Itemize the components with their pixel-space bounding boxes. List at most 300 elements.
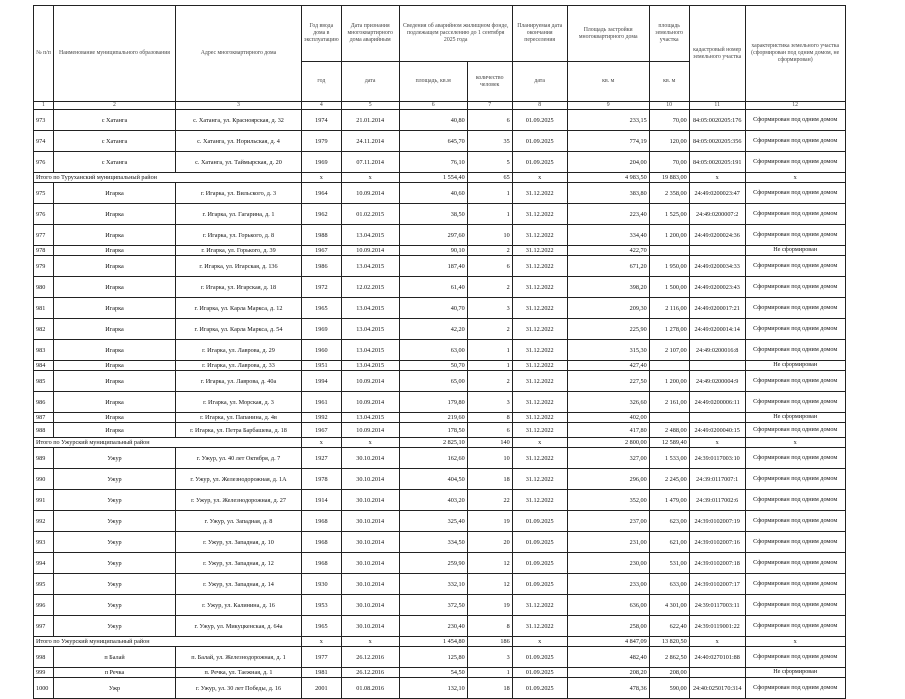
row-area: 50,70 <box>399 361 467 371</box>
total-building-area: 4 847,09 <box>567 637 649 647</box>
total-cadastral: х <box>689 173 745 183</box>
row-date: 01.08.2016 <box>341 678 399 699</box>
total-building-area: 2 800,00 <box>567 438 649 448</box>
row-address: п. Балай, ул. Железнодорожная, д. 1 <box>176 647 302 668</box>
row-land-area: 1 950,00 <box>649 256 689 277</box>
row-land-area: 2 245,00 <box>649 469 689 490</box>
row-date: 10.09.2014 <box>341 183 399 204</box>
row-number: 979 <box>34 256 54 277</box>
col-num: 3 <box>176 102 302 110</box>
row-building-area: 482,40 <box>567 647 649 668</box>
row-municipality: Ужур <box>54 532 176 553</box>
row-people: 22 <box>467 490 512 511</box>
row-date: 30.10.2014 <box>341 595 399 616</box>
total-area: 1 454,80 <box>399 637 467 647</box>
row-people: 12 <box>467 553 512 574</box>
row-end-date: 31.12.2022 <box>512 319 567 340</box>
row-number: 981 <box>34 298 54 319</box>
row-address: г. Ужур, ул. Железнодорожная, д. 1А <box>176 469 302 490</box>
row-date: 13.04.2015 <box>341 340 399 361</box>
row-characteristic: Не сформирован <box>745 246 845 256</box>
total-building-area: 4 983,50 <box>567 173 649 183</box>
row-municipality: с Хатанга <box>54 110 176 131</box>
row-municipality: Ужр <box>54 678 176 699</box>
row-address: г. Игарка, ул. Карла Маркса, д. 12 <box>176 298 302 319</box>
row-date: 24.11.2014 <box>341 131 399 152</box>
row-address: г. Игарка, ул. Карла Маркса, д. 54 <box>176 319 302 340</box>
col-num: 1 <box>34 102 54 110</box>
row-date: 12.02.2015 <box>341 277 399 298</box>
row-address: г. Игарка, ул. Лаврова, д. 29 <box>176 340 302 361</box>
row-people: 1 <box>467 340 512 361</box>
row-people: 18 <box>467 678 512 699</box>
row-year: 1977 <box>302 647 342 668</box>
row-date: 30.10.2014 <box>341 469 399 490</box>
row-date: 13.04.2015 <box>341 361 399 371</box>
row-date: 10.09.2014 <box>341 423 399 438</box>
total-row <box>34 438 846 448</box>
row-characteristic: Не сформирован <box>745 413 845 423</box>
table-body <box>34 6 846 699</box>
row-end-date: 31.12.2022 <box>512 361 567 371</box>
row-year: 1968 <box>302 511 342 532</box>
row-building-area: 225,90 <box>567 319 649 340</box>
table-row <box>34 511 846 532</box>
row-municipality: Ужур <box>54 490 176 511</box>
row-municipality: Игарка <box>54 319 176 340</box>
table-row <box>34 204 846 225</box>
table-row <box>34 647 846 668</box>
row-number: 976 <box>34 152 54 173</box>
row-cadastral: 84:05:0020205:176 <box>689 110 745 131</box>
row-end-date: 01.09.2025 <box>512 152 567 173</box>
row-people: 2 <box>467 246 512 256</box>
total-area: 1 554,40 <box>399 173 467 183</box>
row-building-area: 209,30 <box>567 298 649 319</box>
row-year: 1962 <box>302 204 342 225</box>
header-characteristic: характеристика земельного участка (сформирован под одним домом, не сформирован) <box>745 6 845 102</box>
row-end-date: 01.09.2025 <box>512 574 567 595</box>
row-people: 5 <box>467 152 512 173</box>
row-area: 132,10 <box>399 678 467 699</box>
row-address: г. Ужур, ул. Калинина, д. 16 <box>176 595 302 616</box>
row-municipality: п Балай <box>54 647 176 668</box>
row-end-date: 31.12.2022 <box>512 595 567 616</box>
row-end-date: 01.09.2025 <box>512 647 567 668</box>
row-address: с. Хатанга, ул. Красноярская, д. 32 <box>176 110 302 131</box>
row-people: 12 <box>467 574 512 595</box>
row-people: 20 <box>467 532 512 553</box>
total-end: х <box>512 173 567 183</box>
row-area: 230,40 <box>399 616 467 637</box>
total-characteristic: х <box>745 637 845 647</box>
row-number: 998 <box>34 647 54 668</box>
row-end-date: 31.12.2022 <box>512 204 567 225</box>
row-date: 30.10.2014 <box>341 490 399 511</box>
row-date: 26.12.2016 <box>341 668 399 678</box>
row-year: 1978 <box>302 469 342 490</box>
row-people: 3 <box>467 647 512 668</box>
row-people: 10 <box>467 448 512 469</box>
row-building-area: 636,00 <box>567 595 649 616</box>
row-year: 1967 <box>302 423 342 438</box>
row-area: 404,50 <box>399 469 467 490</box>
row-characteristic: Сформирован под одним домом <box>745 131 845 152</box>
row-characteristic: Сформирован под одним домом <box>745 152 845 173</box>
row-number: 987 <box>34 413 54 423</box>
row-characteristic: Сформирован под одним домом <box>745 553 845 574</box>
row-year: 1927 <box>302 448 342 469</box>
row-date: 13.04.2015 <box>341 413 399 423</box>
row-address: г. Игарка, ул. Морская, д. 3 <box>176 392 302 413</box>
row-address: г. Игарка, ул. Игарская, д. 136 <box>176 256 302 277</box>
row-people: 6 <box>467 423 512 438</box>
row-address: г. Игарка, ул. Гагарина, д. 1 <box>176 204 302 225</box>
row-characteristic: Сформирован под одним домом <box>745 595 845 616</box>
row-year: 1965 <box>302 298 342 319</box>
row-year: 1986 <box>302 256 342 277</box>
row-people: 6 <box>467 110 512 131</box>
row-people: 2 <box>467 277 512 298</box>
sub-end-date: дата <box>512 62 567 102</box>
row-year: 1967 <box>302 246 342 256</box>
row-municipality: Игарка <box>54 361 176 371</box>
row-area: 325,40 <box>399 511 467 532</box>
row-building-area: 204,00 <box>567 152 649 173</box>
table-row <box>34 490 846 511</box>
row-year: 1992 <box>302 413 342 423</box>
row-characteristic: Сформирован под одним домом <box>745 371 845 392</box>
emergency-housing-table <box>33 5 846 699</box>
row-building-area: 427,40 <box>567 361 649 371</box>
row-date: 30.10.2014 <box>341 448 399 469</box>
row-date: 07.11.2014 <box>341 152 399 173</box>
row-end-date: 31.12.2022 <box>512 183 567 204</box>
total-row <box>34 637 846 647</box>
row-building-area: 223,40 <box>567 204 649 225</box>
total-land-area: 12 589,40 <box>649 438 689 448</box>
row-characteristic: Не сформирован <box>745 668 845 678</box>
row-people: 18 <box>467 469 512 490</box>
row-area: 334,50 <box>399 532 467 553</box>
col-num: 12 <box>745 102 845 110</box>
row-end-date: 01.09.2025 <box>512 553 567 574</box>
total-cadastral: х <box>689 438 745 448</box>
table-row <box>34 371 846 392</box>
table-row <box>34 392 846 413</box>
row-land-area: 208,00 <box>649 668 689 678</box>
header-building-area: Площадь застройки многоквартирного дома <box>567 6 649 62</box>
sub-year: год <box>302 62 342 102</box>
total-characteristic: х <box>745 173 845 183</box>
row-year: 2001 <box>302 678 342 699</box>
table-row <box>34 423 846 438</box>
row-area: 372,50 <box>399 595 467 616</box>
total-people: 65 <box>467 173 512 183</box>
row-people: 6 <box>467 256 512 277</box>
row-building-area: 327,00 <box>567 448 649 469</box>
row-building-area: 233,00 <box>567 574 649 595</box>
row-characteristic: Сформирован под одним домом <box>745 511 845 532</box>
header-year: Год ввода дома в эксплуатацию <box>302 6 342 62</box>
row-characteristic: Сформирован под одним домом <box>745 225 845 246</box>
row-municipality: Игарка <box>54 225 176 246</box>
total-label: Итого по Ужурский муниципальный район <box>34 438 302 448</box>
total-people: 186 <box>467 637 512 647</box>
row-characteristic: Сформирован под одним домом <box>745 574 845 595</box>
row-land-area: 633,00 <box>649 574 689 595</box>
col-num: 7 <box>467 102 512 110</box>
row-end-date: 31.12.2022 <box>512 246 567 256</box>
row-number: 984 <box>34 361 54 371</box>
row-characteristic: Сформирован под одним домом <box>745 647 845 668</box>
row-cadastral: 24:49:0200040:15 <box>689 423 745 438</box>
table-row <box>34 110 846 131</box>
row-cadastral: 24:49:0200004:9 <box>689 371 745 392</box>
row-land-area: 120,00 <box>649 131 689 152</box>
row-land-area: 2 358,00 <box>649 183 689 204</box>
total-label: Итого по Ужурский муниципальный район <box>34 637 302 647</box>
row-end-date: 31.12.2022 <box>512 413 567 423</box>
row-number: 991 <box>34 490 54 511</box>
row-characteristic: Сформирован под одним домом <box>745 490 845 511</box>
table-row <box>34 256 846 277</box>
column-number-row <box>34 102 846 110</box>
table-row <box>34 319 846 340</box>
table-row <box>34 469 846 490</box>
row-year: 1979 <box>302 131 342 152</box>
row-date: 30.10.2014 <box>341 532 399 553</box>
row-building-area: 478,36 <box>567 678 649 699</box>
row-date: 30.10.2014 <box>341 553 399 574</box>
row-characteristic: Сформирован под одним домом <box>745 319 845 340</box>
col-num: 10 <box>649 102 689 110</box>
header-land-area: площадь земельного участка <box>649 6 689 62</box>
row-end-date: 31.12.2022 <box>512 448 567 469</box>
row-building-area: 237,00 <box>567 511 649 532</box>
total-end: х <box>512 637 567 647</box>
row-building-area: 208,20 <box>567 668 649 678</box>
row-area: 125,80 <box>399 647 467 668</box>
row-building-area: 383,80 <box>567 183 649 204</box>
row-people: 3 <box>467 392 512 413</box>
row-date: 30.10.2014 <box>341 574 399 595</box>
row-area: 38,50 <box>399 204 467 225</box>
row-address: г. Ужур, ул. 40 лет Октября, д. 7 <box>176 448 302 469</box>
row-people: 3 <box>467 298 512 319</box>
row-end-date: 31.12.2022 <box>512 340 567 361</box>
row-area: 162,60 <box>399 448 467 469</box>
row-area: 645,70 <box>399 131 467 152</box>
row-number: 974 <box>34 131 54 152</box>
row-area: 403,20 <box>399 490 467 511</box>
row-area: 259,90 <box>399 553 467 574</box>
table-row <box>34 361 846 371</box>
header-num: № п/п <box>34 6 54 102</box>
table-row <box>34 574 846 595</box>
row-number: 1000 <box>34 678 54 699</box>
row-end-date: 31.12.2022 <box>512 225 567 246</box>
row-characteristic: Сформирован под одним домом <box>745 469 845 490</box>
table-row <box>34 183 846 204</box>
row-characteristic: Сформирован под одним домом <box>745 277 845 298</box>
row-land-area: 1 500,00 <box>649 277 689 298</box>
row-cadastral: 24:39:0117007:1 <box>689 469 745 490</box>
row-date: 13.04.2015 <box>341 298 399 319</box>
row-land-area: 2 107,00 <box>649 340 689 361</box>
total-date: х <box>341 637 399 647</box>
table-row <box>34 595 846 616</box>
row-date: 10.09.2014 <box>341 392 399 413</box>
row-people: 10 <box>467 225 512 246</box>
row-municipality: Ужур <box>54 448 176 469</box>
row-characteristic: Сформирован под одним домом <box>745 448 845 469</box>
row-end-date: 31.12.2022 <box>512 256 567 277</box>
table-row <box>34 225 846 246</box>
row-number: 977 <box>34 225 54 246</box>
row-land-area: 2 488,00 <box>649 423 689 438</box>
row-people: 8 <box>467 616 512 637</box>
row-cadastral: 84:05:0020205:191 <box>689 152 745 173</box>
row-cadastral: 24:49:0200006:11 <box>689 392 745 413</box>
row-land-area: 2 161,00 <box>649 392 689 413</box>
row-land-area: 590,00 <box>649 678 689 699</box>
row-municipality: п Речка <box>54 668 176 678</box>
row-year: 1994 <box>302 371 342 392</box>
row-address: г. Игарка, ул. Игарская, д. 18 <box>176 277 302 298</box>
header-municipality: Наименование муниципального образования <box>54 6 176 102</box>
row-year: 1968 <box>302 553 342 574</box>
row-address: с. Хатанга, ул. Норильская, д. 4 <box>176 131 302 152</box>
row-building-area: 774,19 <box>567 131 649 152</box>
row-year: 1965 <box>302 616 342 637</box>
row-municipality: Игарка <box>54 340 176 361</box>
row-end-date: 31.12.2022 <box>512 616 567 637</box>
row-characteristic: Сформирован под одним домом <box>745 183 845 204</box>
row-address: г. Ужур, ул. Западная, д. 12 <box>176 553 302 574</box>
row-cadastral: 24:39:0102007:17 <box>689 574 745 595</box>
row-cadastral: 24:49:0200014:14 <box>689 319 745 340</box>
row-municipality: Ужур <box>54 574 176 595</box>
row-municipality: Ужур <box>54 616 176 637</box>
header-recognition-date: Дата признания многоквартирного дома аварийным <box>341 6 399 62</box>
col-num: 11 <box>689 102 745 110</box>
row-address: г. Ужур, ул. Железнодорожная, д. 27 <box>176 490 302 511</box>
row-cadastral <box>689 668 745 678</box>
row-building-area: 315,30 <box>567 340 649 361</box>
row-land-area <box>649 413 689 423</box>
row-area: 61,40 <box>399 277 467 298</box>
row-people: 19 <box>467 511 512 532</box>
row-people: 1 <box>467 668 512 678</box>
row-land-area: 1 200,00 <box>649 371 689 392</box>
row-building-area: 326,60 <box>567 392 649 413</box>
row-number: 988 <box>34 423 54 438</box>
row-building-area: 233,15 <box>567 110 649 131</box>
row-municipality: Ужур <box>54 553 176 574</box>
row-address: г. Игарка, ул. Лаврова, д. 40а <box>176 371 302 392</box>
row-date: 13.04.2015 <box>341 256 399 277</box>
row-number: 978 <box>34 246 54 256</box>
row-municipality: Игарка <box>54 298 176 319</box>
row-year: 1969 <box>302 152 342 173</box>
row-cadastral: 24:39:0117002:6 <box>689 490 745 511</box>
row-end-date: 31.12.2022 <box>512 277 567 298</box>
row-number: 982 <box>34 319 54 340</box>
table-row <box>34 340 846 361</box>
row-number: 976 <box>34 204 54 225</box>
row-number: 992 <box>34 511 54 532</box>
row-municipality: Игарка <box>54 413 176 423</box>
row-address: г. Ужур, ул. Западная, д. 8 <box>176 511 302 532</box>
row-land-area: 2 862,50 <box>649 647 689 668</box>
row-end-date: 31.12.2022 <box>512 371 567 392</box>
row-address: г. Ужур, ул. Западная, д. 14 <box>176 574 302 595</box>
row-number: 993 <box>34 532 54 553</box>
row-address: г. Ужур, ул. Микуцкенская, д. 64а <box>176 616 302 637</box>
row-number: 990 <box>34 469 54 490</box>
row-cadastral <box>689 361 745 371</box>
row-land-area: 531,00 <box>649 553 689 574</box>
header-fund-info: Сведения об аварийном жилищном фонде, подлежащем расселению до 1 сентября 2025 года <box>399 6 512 62</box>
row-area: 297,60 <box>399 225 467 246</box>
total-land-area: 19 883,00 <box>649 173 689 183</box>
row-area: 76,10 <box>399 152 467 173</box>
row-municipality: Игарка <box>54 256 176 277</box>
col-num: 9 <box>567 102 649 110</box>
row-year: 1988 <box>302 225 342 246</box>
row-municipality: Игарка <box>54 277 176 298</box>
table-row <box>34 246 846 256</box>
row-address: с. Хатанга, ул. Таймырская, д. 20 <box>176 152 302 173</box>
row-year: 1974 <box>302 110 342 131</box>
table-row <box>34 152 846 173</box>
row-people: 35 <box>467 131 512 152</box>
row-land-area: 70,00 <box>649 152 689 173</box>
table-row <box>34 678 846 699</box>
row-end-date: 31.12.2022 <box>512 423 567 438</box>
row-land-area: 1 200,00 <box>649 225 689 246</box>
total-date: х <box>341 438 399 448</box>
row-people: 19 <box>467 595 512 616</box>
row-cadastral: 24:49:0200024:36 <box>689 225 745 246</box>
col-num: 8 <box>512 102 567 110</box>
row-characteristic: Не сформирован <box>745 361 845 371</box>
row-address: г. Игарка, ул. Горького, д. 39 <box>176 246 302 256</box>
row-municipality: с Хатанга <box>54 131 176 152</box>
header-end-date: Планируемая дата окончания переселения <box>512 6 567 62</box>
row-end-date: 31.12.2022 <box>512 490 567 511</box>
row-people: 2 <box>467 319 512 340</box>
row-end-date: 31.12.2022 <box>512 469 567 490</box>
row-cadastral: 24:39:0102007:18 <box>689 553 745 574</box>
row-area: 179,80 <box>399 392 467 413</box>
row-date: 26.12.2016 <box>341 647 399 668</box>
sub-land-area: кв. м <box>649 62 689 102</box>
row-cadastral: 24:49:0200016:8 <box>689 340 745 361</box>
row-municipality: с Хатанга <box>54 152 176 173</box>
row-municipality: Ужур <box>54 595 176 616</box>
row-year: 1961 <box>302 392 342 413</box>
row-land-area: 1 479,00 <box>649 490 689 511</box>
row-people: 8 <box>467 413 512 423</box>
table-row <box>34 277 846 298</box>
row-address: г. Ужур, ул. Западная, д. 10 <box>176 532 302 553</box>
table-row <box>34 668 846 678</box>
row-land-area <box>649 246 689 256</box>
row-cadastral: 24:49:0200034:33 <box>689 256 745 277</box>
row-characteristic: Сформирован под одним домом <box>745 110 845 131</box>
